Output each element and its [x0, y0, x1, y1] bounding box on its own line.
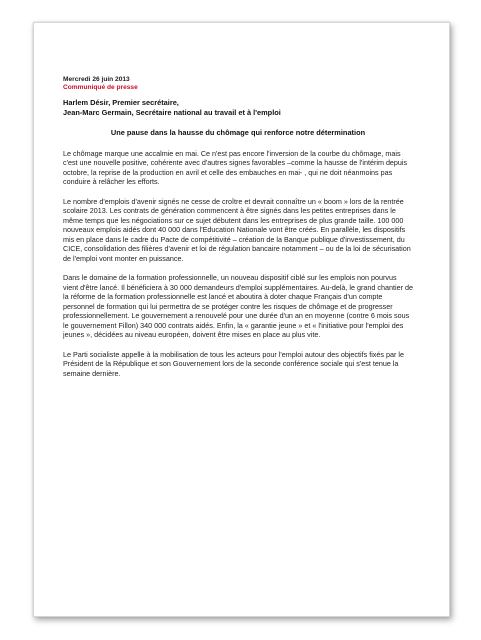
- headline: Une pause dans la hausse du chômage qui renforce notre détermination: [110, 128, 366, 137]
- author-line: Jean-Marc Germain, Secrétaire national au travail et à l'emploi: [63, 107, 281, 117]
- body-paragraph: Le chômage marque une accalmie en mai. Ce n'est pas encore l'inversion de la courbe du chômage, mais c'est une nouvelle positive, cohérente avec d'autres signes favorables –comme la hausse de l'intérim depuis octobre, la reprise de la production en avril et celle des embauches en mai- , qui ne doit néanmoins pas conduire à relâcher les efforts.: [63, 148, 408, 186]
- body-paragraph: Dans le domaine de la formation professionnelle, un nouveau dispositif ciblé sur les emplois non pourvus vient d'être lancé. Il bénéficiera à 30 000 demandeurs d'emploi supplémentaires. Au-delà, le grand chantier de la réforme de la formation professionnelle est lancé et aboutira à doter chaque Français d'un compte personnel de formation qui lui permettra de se protéger contre les risques de chômage et de progresser professionnellement. Le gouvernement a renouvelé pour une durée d'un an en moyenne (contre 6 mois sous le gouvernement Fillon) 340 000 contrats aidés. Enfin, la « garantie jeune » et « l'initiative pour l'emploi des jeunes », décidées au niveau européen, doivent être mises en place au plus vite.: [63, 273, 413, 339]
- author-line: Harlem Désir, Premier secrétaire,: [63, 98, 179, 107]
- document-date: Mercredi 26 juin 2013: [63, 76, 130, 83]
- document-type-label: Communiqué de presse: [63, 84, 138, 91]
- authors-block: [63, 98, 413, 117]
- document-page: [33, 22, 450, 617]
- body-paragraph: Le Parti socialiste appelle à la mobilisation de tous les acteurs pour l'emploi autour des objectifs fixés par le Président de la République et son Gouvernement lors de la seconde conférence sociale qui s'est tenue la semaine dernière.: [63, 349, 404, 378]
- document-content: [63, 76, 413, 378]
- body-paragraph: Le nombre d'emplois d'avenir signés ne cesse de croître et devrait connaître un « boom » lors de la rentrée scolaire 2013. Les contrats de génération commencent à être signés dans les petites entreprises dans le même temps que les négociations sur ce sujet débutent dans les entreprises de plus grande taille. 100 000 nouveaux emplois aidés dont 40 000 dans l'Education Nationale vont être créés. En parallèle, les dispositifs mis en place dans le cadre du Pacte de compétitivité – création de la Banque publique d'investissement, du CICE, consolidation des filières d'avenir et loi de régulation bancaire notamment – ou de la loi de sécurisation de l'emploi vont monter en puissance.: [63, 196, 411, 263]
